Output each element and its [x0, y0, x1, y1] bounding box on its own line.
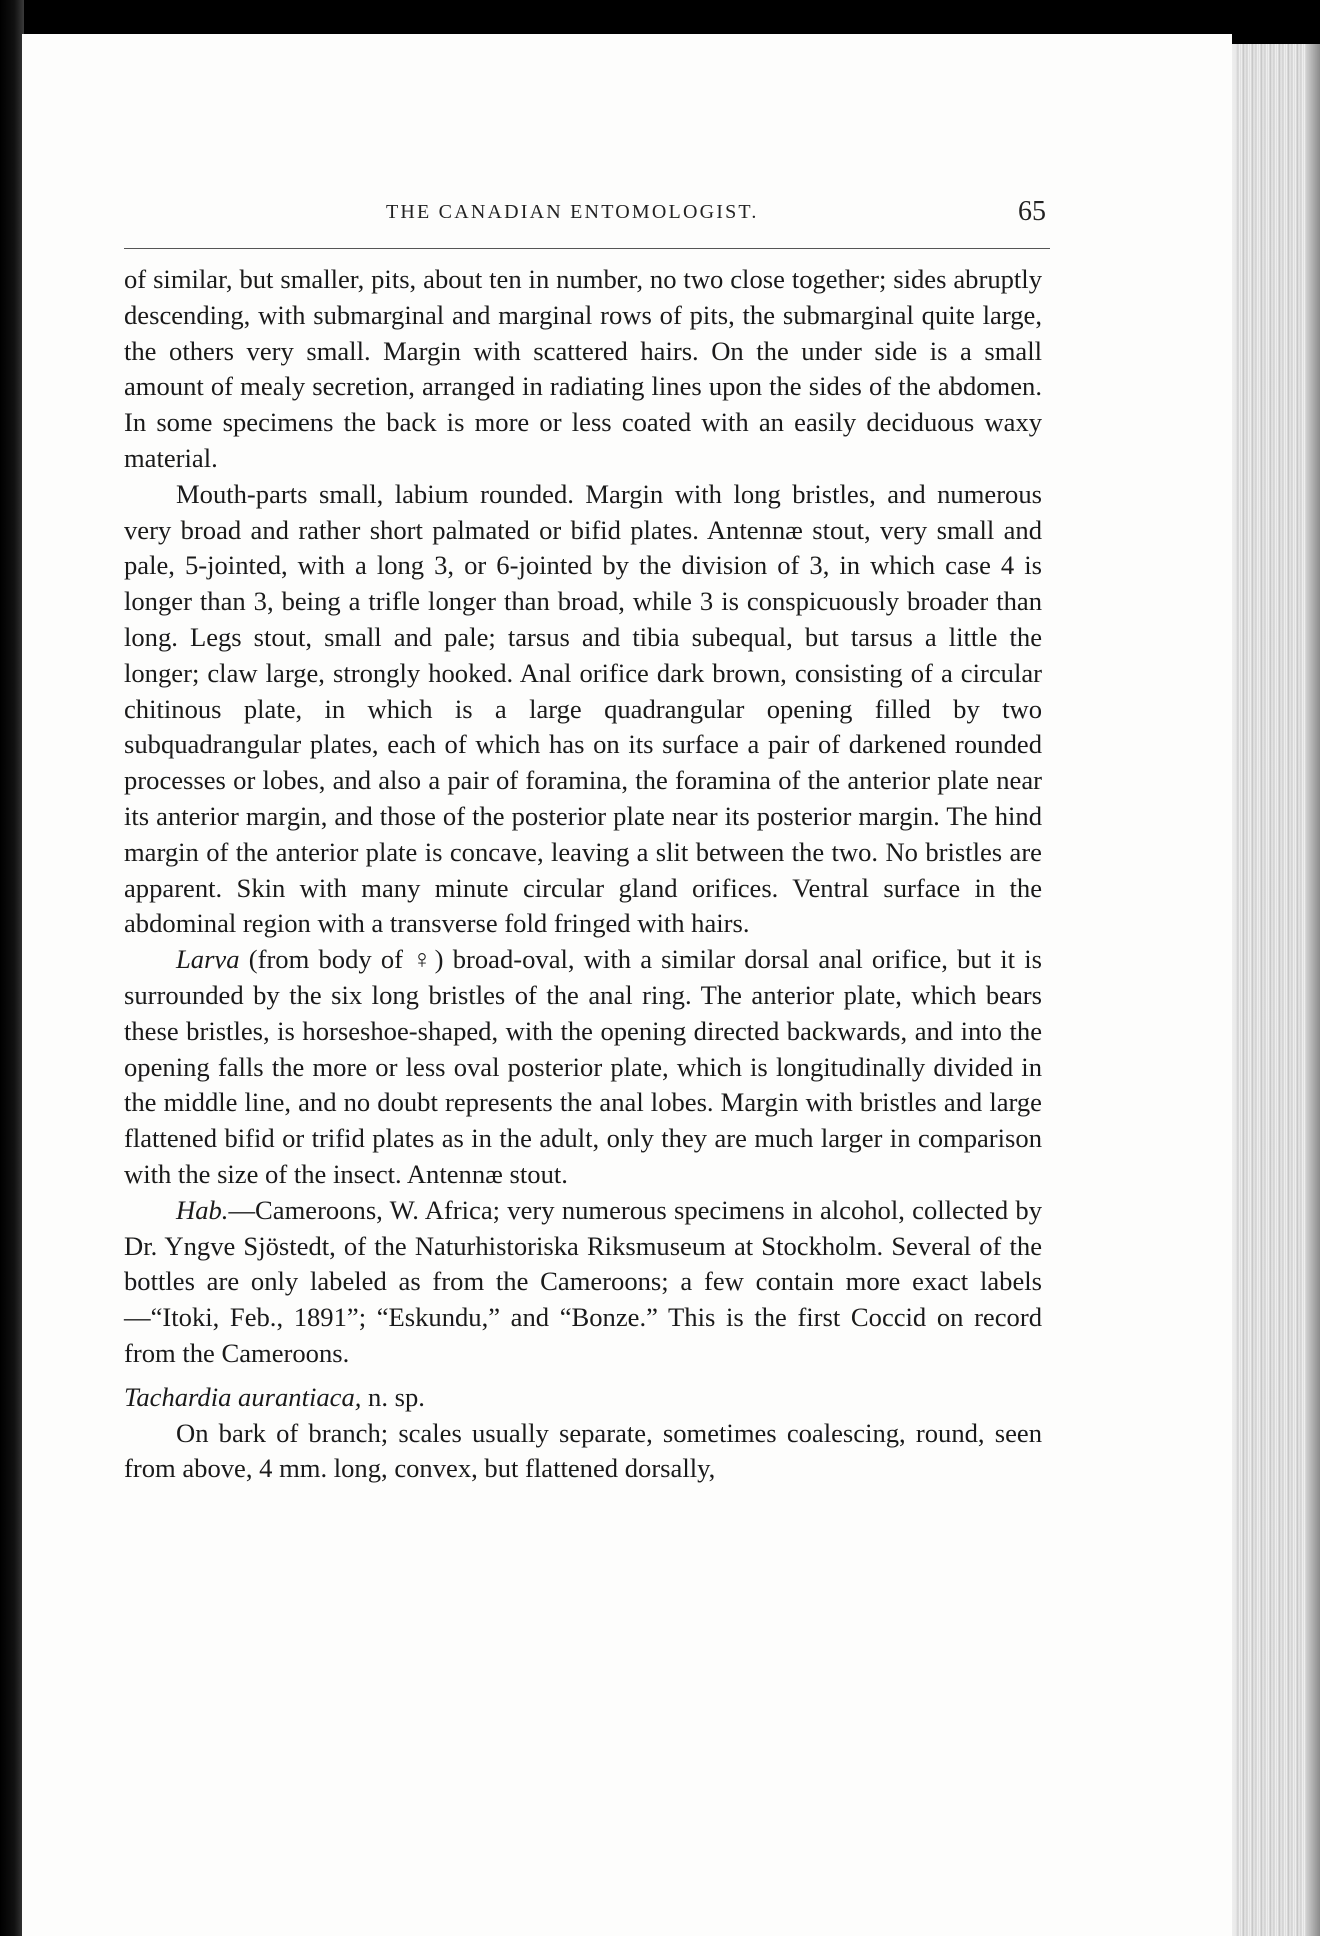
species-name: Tachardia aurantiaca, — [124, 1381, 362, 1412]
running-head — [122, 196, 1052, 236]
page-edge-shadow — [1306, 44, 1320, 1936]
scan-border-left — [0, 0, 24, 1936]
paragraph-species-description: On bark of branch; scales usually separate, sometimes coalescing, round, seen from above, 4 mm. long, convex, but flattened dorsally, — [124, 1417, 1042, 1484]
species-designation: n. sp. — [361, 1381, 425, 1412]
paragraph-larva — [124, 942, 1042, 1193]
header-rule — [124, 248, 1050, 249]
article-body — [124, 262, 1042, 1487]
larva-lead: Larva — [176, 944, 240, 975]
page-number: 65 — [1018, 196, 1046, 227]
journal-title: THE CANADIAN ENTOMOLOGIST. — [386, 201, 759, 223]
paragraph-habitat — [124, 1193, 1042, 1372]
habitat-lead: Hab. — [176, 1194, 229, 1225]
habitat-text: —Cameroons, W. Africa; very numerous specimens in alcohol, collected by Dr. Yngve Sjöstedt, of the Naturhistoriska Riksmuseum at Stockholm. Several of the bottles are only labeled as from the Cameroons; a few contain more exact labels—“Itoki, Feb., 1891”; “Eskundu,” and “Bonze.” This is the first Coccid on record from the Cameroons. — [124, 1194, 1042, 1368]
larva-text: (from body of ♀) broad-oval, with a similar dorsal anal orifice, but it is surrounded by the six long bristles of the anal ring. The anterior plate, which bears these bristles, is horseshoe-shaped, with the opening directed backwards, and into the opening falls the more or less oval posterior plate, which is longitudinally divided in the middle line, and no doubt represents the anal lobes. Margin with bristles and large flattened bifid or trifid plates as in the adult, only they are much larger in comparison with the size of the insect. Antennæ stout. — [124, 944, 1042, 1189]
paragraph-description-continued: of similar, but smaller, pits, about ten in number, no two close together; sides abruptly descending, with submarginal and marginal rows of pits, the submarginal quite large, the others very small. Margin with scattered hairs. On the under side is a small amount of mealy secretion, arranged in radiating lines upon the sides of the abdomen. In some specimens the back is more or less coated with an easily deciduous waxy material. — [124, 264, 1042, 473]
species-heading — [124, 1372, 1042, 1416]
paragraph-mouth-parts: Mouth-parts small, labium rounded. Margin with long bristles, and numerous very broad and rather short palmated or bifid plates. Antennæ stout, very small and pale, 5-jointed, with a long 3, or 6-jointed by the division of 3, in which case 4 is longer than 3, being a trifle longer than broad, while 3 is conspicuously broader than long. Legs stout, small and pale; tarsus and tibia subequal, but tarsus a little the longer; claw large, strongly hooked. Anal orifice dark brown, consisting of a circular chitinous plate, in which is a large quadrangular opening filled by two subquadrangular plates, each of which has on its surface a pair of darkened rounded processes or lobes, and also a pair of foramina, the foramina of the anterior plate near its anterior margin, and those of the posterior plate near its posterior margin. The hind margin of the anterior plate is concave, leaving a slit between the two. No bristles are apparent. Skin with many minute circular gland orifices. Ventral surface in the abdominal region with a transverse fold fringed with hairs. — [124, 478, 1042, 939]
